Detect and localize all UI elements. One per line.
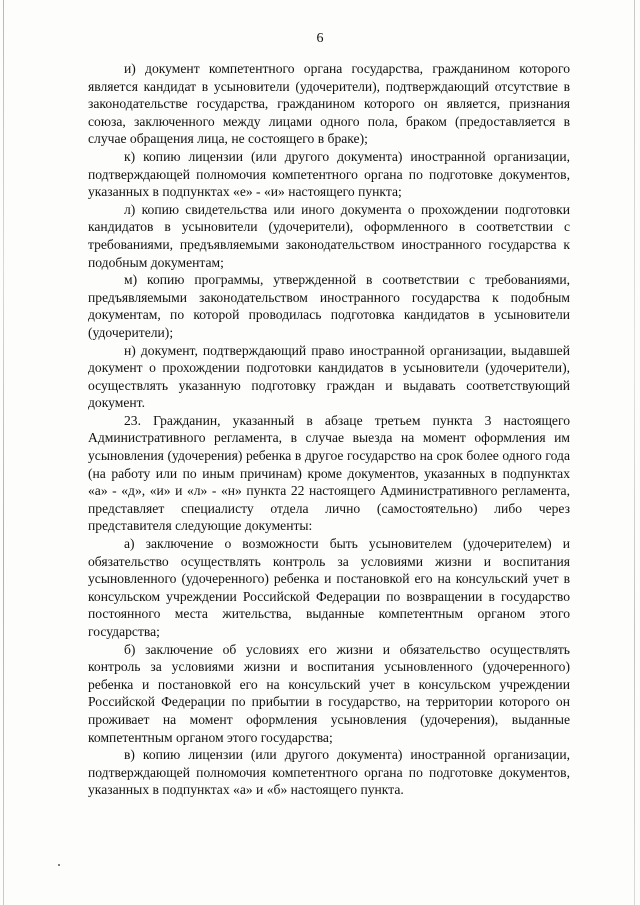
paragraph-item-l: л) копию свидетельства или иного документа о прохождении подготовки кандидатов в усыновители (удочерители), оформленного в соответствии с требованиями, предъявляемыми законодательством иностранного государства к подобным документам; xyxy=(88,201,570,270)
paragraph-item-i: и) документ компетентного органа государства, гражданином которого является кандидат в усыновители (удочерители), подтверждающий отсутствие в законодательстве государства, гражданином которого он является, признания союза, заключенного между лицами одного пола, браком (предоставляется в случае обращения лица, не состоящего в браке); xyxy=(88,61,570,147)
scan-edge-right xyxy=(634,0,635,905)
paragraph-item-n: н) документ, подтверждающий право иностранной организации, выдавшей документ о прохождении подготовки кандидатов в усыновители (удочерители), осуществлять указанную подготовку граждан и выдавать соответствующий документ. xyxy=(88,342,570,411)
scan-edge-left xyxy=(3,0,4,905)
paragraph-item-b: б) заключение об условиях его жизни и обязательство осуществлять контроль за условиями жизни и воспитания усыновленного (удочеренного) ребенка и постановкой его на консульский учет в консульском учреждении Российской Федерации по прибытии в государство, на территории которого он проживает на момент оформления усыновления (удочерения), выданные компетентным органом этого государства; xyxy=(88,641,570,745)
page-number: 6 xyxy=(316,31,324,46)
scan-speck xyxy=(58,864,60,866)
paragraph-item-v: в) копию лицензии (или другого документа) иностранной организации, подтверждающей полномочия компетентного органа по подготовке документов, указанных в подпунктах «а» и «б» настоящего пункта. xyxy=(88,747,570,798)
paragraph-item-a: а) заключение о возможности быть усыновителем (удочерителем) и обязательство осуществлять контроль за условиями жизни и воспитания усыновленного (удочеренного) ребенка и постановкой его на консульский учет в консульском учреждении Российской Федерации по возвращении в государство постоянного места жительства, выданные компетентным органом этого государства; xyxy=(88,536,570,639)
document-body xyxy=(88,60,570,799)
paragraph-item-m: м) копию программы, утвержденной в соответствии с требованиями, предъявляемыми законодательством иностранного государства к подобным документам, по которой проводилась подготовка кандидатов в усыновители (удочерители); xyxy=(88,272,570,340)
paragraph-item-k: к) копию лицензии (или другого документа) иностранной организации, подтверждающей полномочия компетентного органа по подготовке документов, указанных в подпунктах «е» - «и» настоящего пункта; xyxy=(88,148,570,200)
paragraph-clause-23: 23. Гражданин, указанный в абзаце третьем пункта 3 настоящего Административного регламента, в случае выезда на момент оформления им усыновления (удочерения) ребенка в другое государство на срок более одного года (на работу или по иным причинам) кроме документов, указанных в подпунктах «а» - «д», «и» и «л» - «н» пункта 22 настоящего Административного регламента, представляет специалисту отдела лично (самостоятельно) либо через представителя следующие документы: xyxy=(88,412,570,534)
